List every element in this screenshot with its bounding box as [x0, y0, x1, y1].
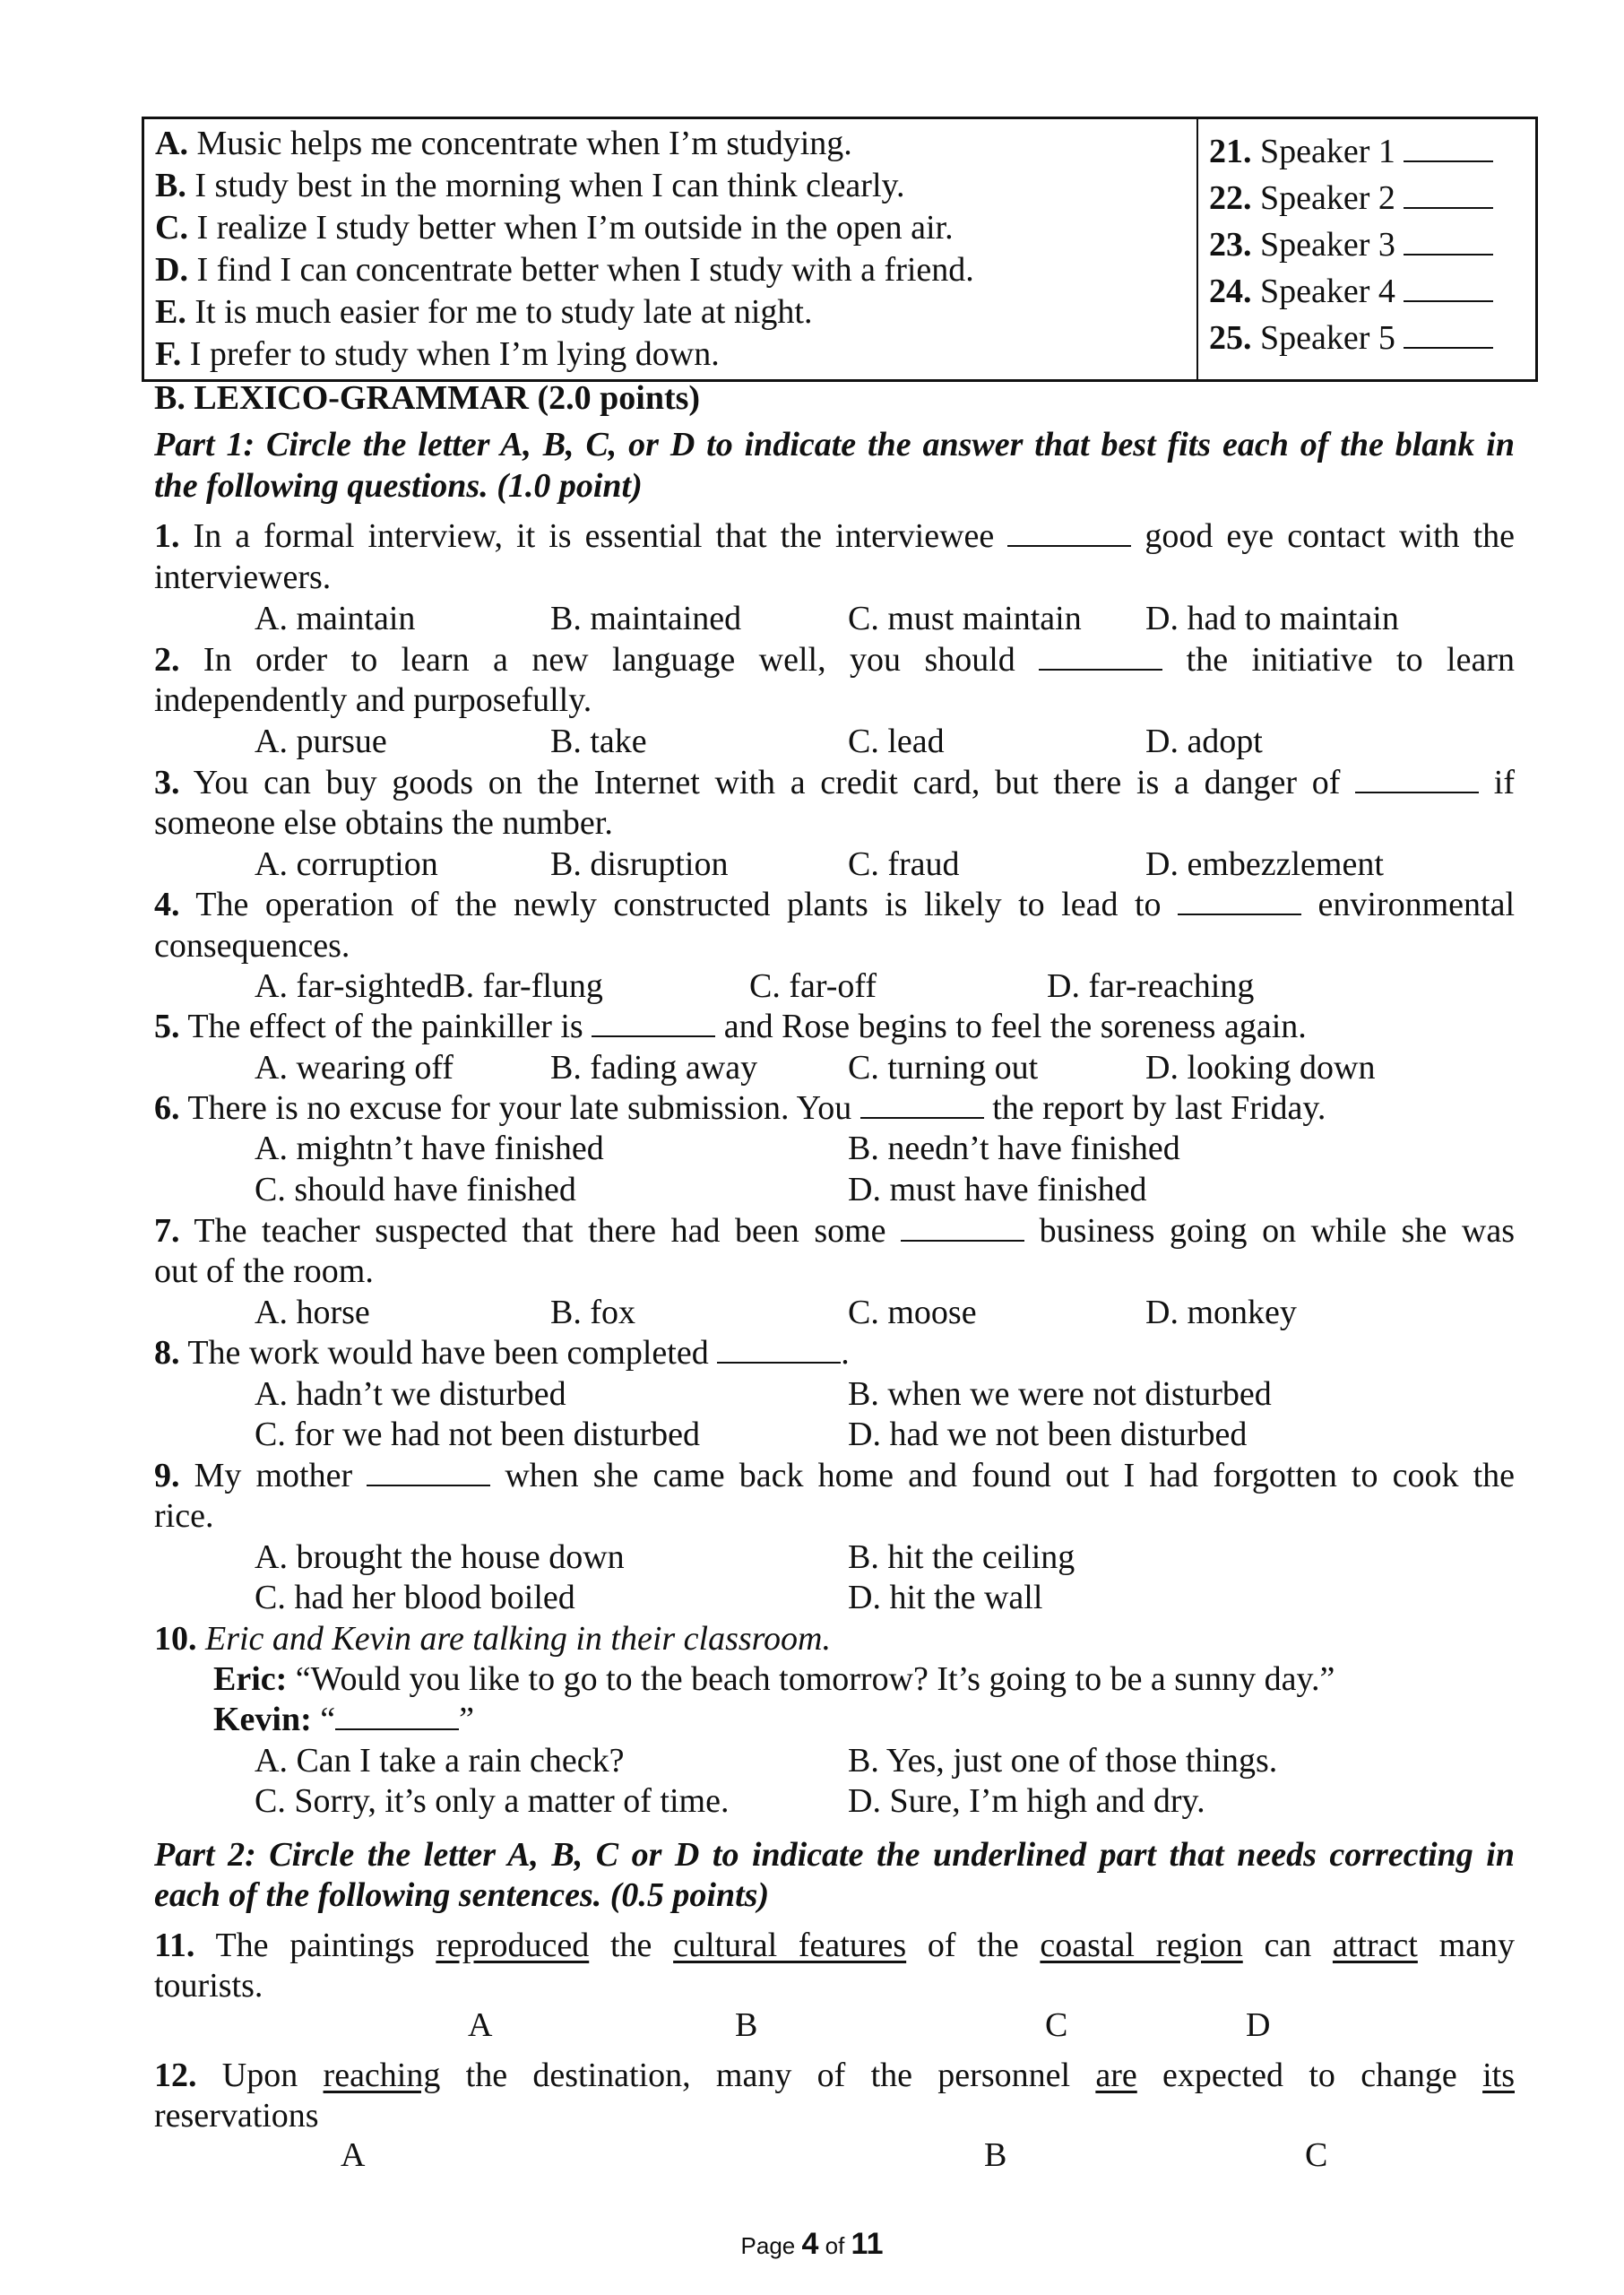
underlined-a[interactable]: reaching	[323, 2057, 441, 2094]
question-12-cont: reservations	[154, 2097, 319, 2135]
q6-option-d[interactable]: D. must have finished	[848, 1171, 1147, 1208]
answer-blank[interactable]	[367, 1458, 490, 1486]
speaker-22: 22. Speaker 2	[1209, 175, 1525, 221]
q2-option-a[interactable]: A. pursue	[255, 723, 387, 760]
question-4: 4. The operation of the newly constructed plants is likely to lead to environmental	[154, 886, 1515, 923]
option-a: A. Music helps me concentrate when I’m studying.	[155, 125, 852, 162]
question-4-cont: consequences.	[154, 927, 350, 965]
question-5: 5. The effect of the painkiller is and Rose begins to feel the soreness again.	[154, 1008, 1307, 1045]
underlined-c[interactable]: coastal region	[1040, 1927, 1243, 1964]
q11-letter-c[interactable]: C	[1045, 2006, 1068, 2044]
q5-option-b[interactable]: B. fading away	[550, 1049, 758, 1087]
question-3: 3. You can buy goods on the Internet with a credit card, but there is a danger of if	[154, 764, 1515, 801]
q9-option-b[interactable]: B. hit the ceiling	[848, 1538, 1075, 1576]
q9-option-a[interactable]: A. brought the house down	[255, 1538, 625, 1576]
q7-option-a[interactable]: A. horse	[255, 1294, 370, 1331]
dialogue-kevin: Kevin: “ ”	[213, 1701, 475, 1738]
q2-option-d[interactable]: D. adopt	[1145, 723, 1263, 760]
matching-table	[142, 117, 1538, 382]
question-11-cont: tourists.	[154, 1967, 263, 2005]
q1-option-b[interactable]: B. maintained	[550, 600, 742, 637]
dialogue-eric: Eric: “Would you like to go to the beach tomorrow? It’s going to be a sunny day.”	[213, 1660, 1335, 1698]
answer-blank[interactable]	[1404, 227, 1493, 255]
question-12: 12. Upon reaching the destination, many of the personnel are expected to change its	[154, 2057, 1515, 2094]
q11-letter-b[interactable]: B	[735, 2006, 758, 2044]
q3-option-b[interactable]: B. disruption	[550, 845, 729, 883]
answer-blank[interactable]	[335, 1702, 459, 1730]
question-10: 10. Eric and Kevin are talking in their classroom.	[154, 1620, 831, 1658]
q7-option-b[interactable]: B. fox	[550, 1294, 635, 1331]
answer-blank[interactable]	[1404, 320, 1493, 349]
option-d: D. I find I can concentrate better when I study with a friend.	[155, 251, 974, 289]
q11-letter-a[interactable]: A	[468, 2006, 493, 2044]
q2-option-b[interactable]: B. take	[550, 723, 647, 760]
underlined-b[interactable]: cultural features	[673, 1927, 907, 1964]
question-2-cont: independently and purposefully.	[154, 681, 592, 719]
current-page: 4	[801, 2227, 819, 2261]
speaker-24: 24. Speaker 4	[1209, 268, 1525, 315]
answer-blank[interactable]	[717, 1335, 841, 1364]
question-1-cont: interviewers.	[154, 559, 332, 596]
answer-blank[interactable]	[1039, 642, 1162, 671]
q6-option-a[interactable]: A. mightn’t have finished	[255, 1130, 604, 1167]
question-9-cont: rice.	[154, 1497, 214, 1535]
answer-blank[interactable]	[1355, 765, 1479, 793]
part2-instruction: Part 2: Circle the letter A, B, C or D to indicate the underlined part that needs correcting in	[154, 1836, 1515, 1874]
q1-option-c[interactable]: C. must maintain	[848, 600, 1082, 637]
answer-blank[interactable]	[901, 1213, 1024, 1242]
speaker-21: 21. Speaker 1	[1209, 128, 1525, 175]
answer-blank[interactable]	[1404, 180, 1493, 209]
speaker-25: 25. Speaker 5	[1209, 315, 1525, 361]
option-b: B. I study best in the morning when I can think clearly.	[155, 167, 905, 204]
q11-letter-d[interactable]: D	[1246, 2006, 1271, 2044]
q5-option-a[interactable]: A. wearing off	[255, 1049, 454, 1087]
speaker-answers	[1197, 118, 1537, 381]
question-11: 11. The paintings reproduced the cultural features of the coastal region can attract many	[154, 1927, 1516, 1964]
answer-blank[interactable]	[1178, 887, 1301, 915]
part2-instruction-cont: each of the following sentences. (0.5 points)	[154, 1876, 770, 1914]
part1-instruction-cont: the following questions. (1.0 point)	[154, 467, 643, 505]
answer-blank[interactable]	[1404, 273, 1493, 302]
question-7-cont: out of the room.	[154, 1252, 374, 1290]
underlined-b[interactable]: are	[1095, 2057, 1137, 2094]
q7-option-c[interactable]: C. moose	[848, 1294, 977, 1331]
question-7: 7. The teacher suspected that there had been some business going on while she was	[154, 1212, 1515, 1250]
question-6: 6. There is no excuse for your late submission. You the report by last Friday.	[154, 1089, 1326, 1127]
q8-option-a[interactable]: A. hadn’t we disturbed	[255, 1375, 566, 1413]
q8-option-c[interactable]: C. for we had not been disturbed	[255, 1416, 701, 1453]
option-e: E. It is much easier for me to study late at night.	[155, 293, 813, 331]
q9-option-c[interactable]: C. had her blood boiled	[255, 1579, 575, 1616]
part1-instruction: Part 1: Circle the letter A, B, C, or D to indicate the answer that best fits each of the blank in	[154, 426, 1515, 463]
q5-option-d[interactable]: D. looking down	[1145, 1049, 1376, 1087]
q4-option-ab[interactable]: A. far-sightedB. far-flung	[255, 967, 603, 1005]
question-8: 8. The work would have been completed .	[154, 1334, 850, 1372]
answer-blank[interactable]	[1007, 518, 1131, 547]
q1-option-a[interactable]: A. maintain	[255, 600, 416, 637]
matching-options	[143, 118, 1198, 381]
underlined-d[interactable]: attract	[1332, 1927, 1418, 1964]
q7-option-d[interactable]: D. monkey	[1145, 1294, 1297, 1331]
q2-option-c[interactable]: C. lead	[848, 723, 945, 760]
underlined-a[interactable]: reproduced	[436, 1927, 590, 1964]
q10-option-a[interactable]: A. Can I take a rain check?	[255, 1742, 625, 1780]
q6-option-b[interactable]: B. needn’t have finished	[848, 1130, 1180, 1167]
q1-option-d[interactable]: D. had to maintain	[1145, 600, 1399, 637]
q12-letter-a[interactable]: A	[341, 2136, 366, 2174]
q8-option-b[interactable]: B. when we were not disturbed	[848, 1375, 1272, 1413]
q12-letter-b[interactable]: B	[984, 2136, 1007, 2174]
q4-option-c[interactable]: C. far-off	[749, 967, 877, 1005]
answer-blank[interactable]	[592, 1009, 715, 1037]
q5-option-c[interactable]: C. turning out	[848, 1049, 1039, 1087]
question-1: 1. In a formal interview, it is essential that the interviewee good eye contact with the	[154, 517, 1515, 555]
section-title: B. LEXICO-GRAMMAR (2.0 points)	[154, 379, 701, 417]
option-c: C. I realize I study better when I’m outside in the open air.	[155, 209, 954, 247]
q3-option-a[interactable]: A. corruption	[255, 845, 438, 883]
speaker-23: 23. Speaker 3	[1209, 221, 1525, 268]
underlined-c[interactable]: its	[1482, 2057, 1515, 2094]
total-pages: 11	[851, 2227, 884, 2261]
page-footer: Page 4 of 11	[740, 2227, 884, 2261]
option-f: F. I prefer to study when I’m lying down.	[155, 335, 720, 373]
question-9: 9. My mother when she came back home and found out I had forgotten to cook the	[154, 1457, 1515, 1494]
question-3-cont: someone else obtains the number.	[154, 804, 613, 842]
q10-option-b[interactable]: B. Yes, just one of those things.	[848, 1742, 1278, 1780]
q9-option-d[interactable]: D. hit the wall	[848, 1579, 1043, 1616]
answer-blank[interactable]	[860, 1090, 984, 1119]
q6-option-c[interactable]: C. should have finished	[255, 1171, 576, 1208]
q3-option-c[interactable]: C. fraud	[848, 845, 960, 883]
q3-option-d[interactable]: D. embezzlement	[1145, 845, 1384, 883]
q10-option-c[interactable]: C. Sorry, it’s only a matter of time.	[255, 1782, 730, 1820]
q8-option-d[interactable]: D. had we not been disturbed	[848, 1416, 1248, 1453]
q12-letter-c[interactable]: C	[1305, 2136, 1328, 2174]
answer-blank[interactable]	[1404, 134, 1493, 162]
q10-option-d[interactable]: D. Sure, I’m high and dry.	[848, 1782, 1205, 1820]
q4-option-d[interactable]: D. far-reaching	[1047, 967, 1255, 1005]
question-2: 2. In order to learn a new language well, you should the initiative to learn	[154, 641, 1515, 679]
